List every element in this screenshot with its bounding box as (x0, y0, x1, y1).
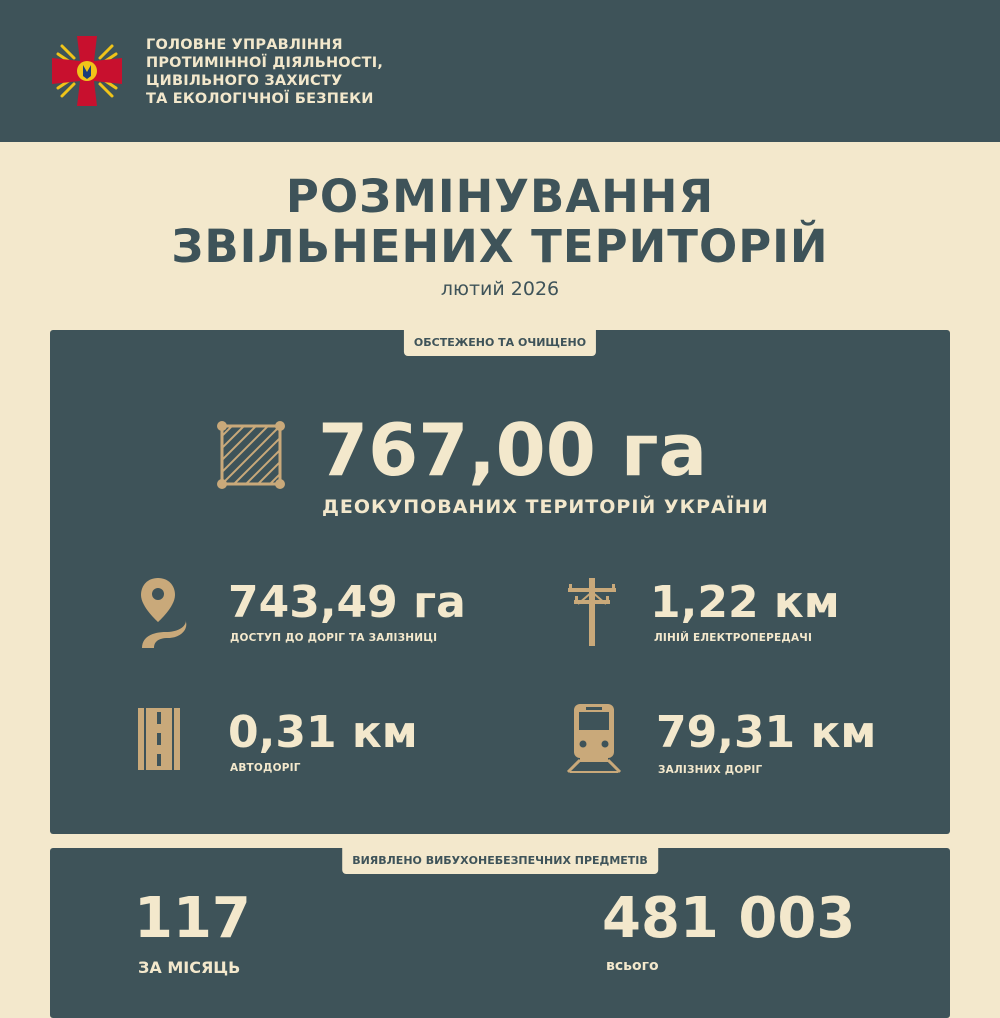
found-tag: ВИЯВЛЕНО ВИБУХОНЕБЕЗПЕЧНИХ ПРЕДМЕТІВ (342, 848, 658, 874)
highways-label: АВТОДОРІГ (230, 762, 301, 774)
title-line-2: ЗВІЛЬНЕНИХ ТЕРИТОРІЙ (171, 220, 829, 273)
page-title (0, 172, 1000, 272)
month-count-value: 117 (134, 886, 251, 951)
report-period: лютий 2026 (440, 278, 560, 300)
header-bar (0, 0, 1000, 142)
total-area-label: ДЕОКУПОВАНИХ ТЕРИТОРІЙ УКРАЇНИ (322, 496, 769, 518)
org-line: ТА ЕКОЛОГІЧНОЇ БЕЗПЕКИ (146, 91, 374, 107)
emblem-icon (50, 34, 124, 108)
road-location-icon (140, 576, 190, 650)
highways-value: 0,31 км (228, 707, 418, 758)
org-line: ПРОТИМІННОЇ ДІЯЛЬНОСТІ, (146, 55, 384, 71)
organization-name (146, 36, 383, 108)
total-area-value: 767,00 га (318, 408, 708, 492)
title-line-1: РОЗМІНУВАННЯ (285, 170, 715, 223)
surveyed-tag: ОБСТЕЖЕНО ТА ОЧИЩЕНО (404, 330, 596, 356)
power-pole-icon (564, 576, 620, 648)
month-count-label: ЗА МІСЯЦЬ (138, 958, 241, 977)
total-count-label: всього (606, 958, 659, 974)
org-line: ЦИВІЛЬНОГО ЗАХИСТУ (146, 73, 343, 89)
power-lines-label: ЛІНІЙ ЕЛЕКТРОПЕРЕДАЧІ (654, 632, 813, 644)
railways-label: ЗАЛІЗНИХ ДОРІГ (658, 764, 763, 776)
power-lines-value: 1,22 км (650, 577, 840, 628)
road-access-value: 743,49 га (228, 577, 466, 628)
surveyed-panel (50, 330, 950, 834)
org-line: ГОЛОВНЕ УПРАВЛІННЯ (146, 37, 343, 53)
road-icon (136, 706, 182, 772)
train-icon (564, 702, 624, 774)
railways-value: 79,31 км (656, 707, 877, 758)
total-count-value: 481 003 (602, 886, 856, 951)
found-panel (50, 848, 950, 1018)
area-icon (216, 420, 286, 490)
road-access-label: ДОСТУП ДО ДОРІГ ТА ЗАЛІЗНИЦІ (230, 632, 438, 644)
